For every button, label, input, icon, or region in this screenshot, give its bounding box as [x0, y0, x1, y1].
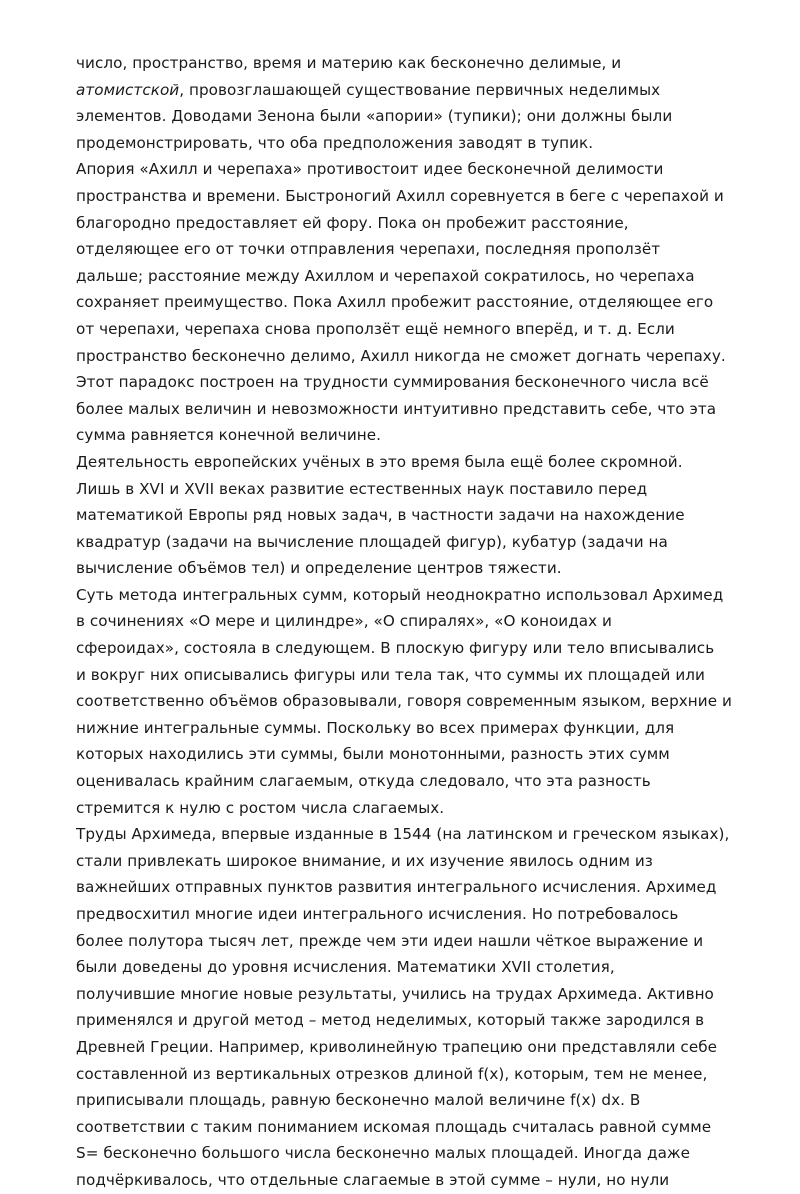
text-segment: число, пространство, время и материю как бесконечно делимые, и	[76, 54, 622, 72]
text-line	[76, 954, 780, 981]
text-line	[76, 715, 780, 742]
text-line	[76, 77, 780, 104]
text-segment: , провозглашающей существование первичных неделимых	[179, 80, 661, 99]
text-line	[76, 1114, 780, 1141]
text-segment: стали привлекать широкое внимание, и их изучение явилось одним из	[76, 851, 653, 870]
text-line	[76, 768, 780, 795]
text-segment: составленной из вертикальных отрезков длиной f(x), которым, тем не менее,	[76, 1064, 708, 1083]
text-line	[76, 316, 780, 343]
text-segment: сфероидах», состояла в следующем. В плоскую фигуру или тело вписывались	[76, 639, 715, 658]
text-line	[76, 582, 780, 609]
text-segment: были доведены до уровня исчисления. Математики XVII столетия,	[76, 958, 615, 977]
text-line	[76, 343, 780, 370]
text-line	[76, 289, 780, 316]
text-segment: Апория «Ахилл и черепаха» противостоит идее бесконечной делимости	[76, 160, 664, 179]
text-segment: пространства и времени. Быстроногий Ахилл соревнуется в беге с черепахой и	[76, 186, 724, 205]
text-line	[76, 821, 780, 848]
text-line	[76, 795, 780, 822]
text-segment: квадратур (задачи на вычисление площадей фигур), кубатур (задачи на	[76, 532, 668, 551]
text-line	[76, 1034, 780, 1061]
text-line	[76, 236, 780, 263]
text-line	[76, 928, 780, 955]
text-segment: стремится к нулю с ростом числа слагаемых.	[76, 798, 445, 817]
text-segment: предвосхитил многие идеи интегрального исчисления. Но потребовалось	[76, 905, 679, 923]
text-segment: нижние интегральные суммы. Поскольку во всех примерах функции, для	[76, 718, 675, 737]
paragraph	[76, 582, 780, 821]
text-segment: вычисление объёмов тел) и определение центров тяжести.	[76, 559, 562, 578]
paragraph	[76, 156, 780, 449]
text-line	[76, 183, 780, 210]
text-segment: дальше; расстояние между Ахиллом и черепахой сократилось, но черепаха	[76, 266, 695, 285]
text-segment: важнейших отправных пунктов развития интегрального исчисления. Архимед	[76, 878, 717, 897]
paragraph	[76, 50, 780, 156]
text-line	[76, 502, 780, 529]
text-line	[76, 103, 780, 130]
text-segment: более полутора тысяч лет, прежде чем эти идеи нашли чёткое выражение и	[76, 931, 704, 950]
text-segment: применялся и другой метод – метод неделимых, который также зародился в	[76, 1011, 705, 1030]
text-segment: в сочинениях «О мере и цилиндре», «О спиралях», «О коноидах и	[76, 612, 612, 631]
text-segment: которых находились эти суммы, были монотонными, разность этих сумм	[76, 745, 670, 764]
text-segment: соответствии с таким пониманием искомая площадь считалась равной сумме	[76, 1117, 712, 1136]
text-segment: получившие многие новые результаты, учились на трудах Архимеда. Активно	[76, 984, 714, 1003]
text-line	[76, 741, 780, 768]
text-segment: Деятельность европейских учёных в это время была ещё более скромной.	[76, 452, 683, 471]
text-segment: элементов. Доводами Зенона были «апории» (тупики); они должны были	[76, 107, 673, 126]
text-line	[76, 369, 780, 396]
text-line	[76, 1167, 780, 1194]
text-line	[76, 981, 780, 1008]
paragraph	[76, 821, 780, 1193]
text-segment: сумма равняется конечной величине.	[76, 426, 382, 445]
text-line	[76, 396, 780, 423]
text-segment: Этот парадокс построен на трудности суммирования бесконечного числа всё	[76, 373, 709, 392]
text-segment: S= бесконечно большого числа бесконечно малых площадей. Иногда даже	[76, 1144, 691, 1163]
text-segment: продемонстрировать, что оба предположения заводят в тупик.	[76, 133, 594, 152]
text-segment: сохраняет преимущество. Пока Ахилл пробежит расстояние, отделяющее его	[76, 293, 714, 312]
text-segment: соответственно объёмов образовывали, говоря современным языком, верхние и	[76, 692, 732, 711]
text-segment: приписывали площадь, равную бесконечно малой величине f(x) dx. В	[76, 1091, 641, 1110]
text-line	[76, 1007, 780, 1034]
text-line	[76, 874, 780, 901]
text-line	[76, 449, 780, 476]
text-line	[76, 848, 780, 875]
text-line	[76, 529, 780, 556]
text-line	[76, 608, 780, 635]
text-segment: Труды Архимеда, впервые изданные в 1544 (на латинском и греческом языках),	[76, 825, 730, 844]
text-line	[76, 50, 780, 77]
text-line	[76, 130, 780, 157]
text-segment: оценивалась крайним слагаемым, откуда следовало, что эта разность	[76, 772, 651, 791]
text-line	[76, 1140, 780, 1167]
text-segment: и вокруг них описывались фигуры или тела так, что суммы их площадей или	[76, 665, 705, 684]
text-line	[76, 1087, 780, 1114]
text-line	[76, 156, 780, 183]
text-segment: Древней Греции. Например, криволинейную трапецию они представляли себе	[76, 1037, 718, 1056]
text-segment: благородно предоставляет ей фору. Пока он пробежит расстояние,	[76, 213, 629, 232]
text-line	[76, 210, 780, 237]
text-segment: от черепахи, черепаха снова проползёт ещё немного вперёд, и т. д. Если	[76, 319, 675, 338]
italic-term: атомистской	[76, 80, 180, 99]
text-line	[76, 263, 780, 290]
text-line	[76, 555, 780, 582]
text-line	[76, 476, 780, 503]
text-line	[76, 422, 780, 449]
paragraph	[76, 449, 780, 582]
text-segment: Лишь в XVI и XVII веках развитие естественных наук поставило перед	[76, 479, 648, 498]
text-line	[76, 901, 780, 928]
text-segment: отделяющее его от точки отправления черепахи, последняя проползёт	[76, 240, 661, 259]
text-line	[76, 635, 780, 662]
text-segment: Суть метода интегральных сумм, который неоднократно использовал Архимед	[76, 585, 724, 604]
text-segment: подчёркивалось, что отдельные слагаемые в этой сумме – нули, но нули	[76, 1170, 670, 1189]
text-segment: более малых величин и невозможности интуитивно представить себе, что эта	[76, 399, 717, 418]
text-segment: пространство бесконечно делимо, Ахилл никогда не сможет догнать черепаху.	[76, 346, 726, 365]
text-line	[76, 688, 780, 715]
text-line	[76, 662, 780, 689]
text-line	[76, 1061, 780, 1088]
text-segment: математикой Европы ряд новых задач, в частности задачи на нахождение	[76, 506, 685, 525]
